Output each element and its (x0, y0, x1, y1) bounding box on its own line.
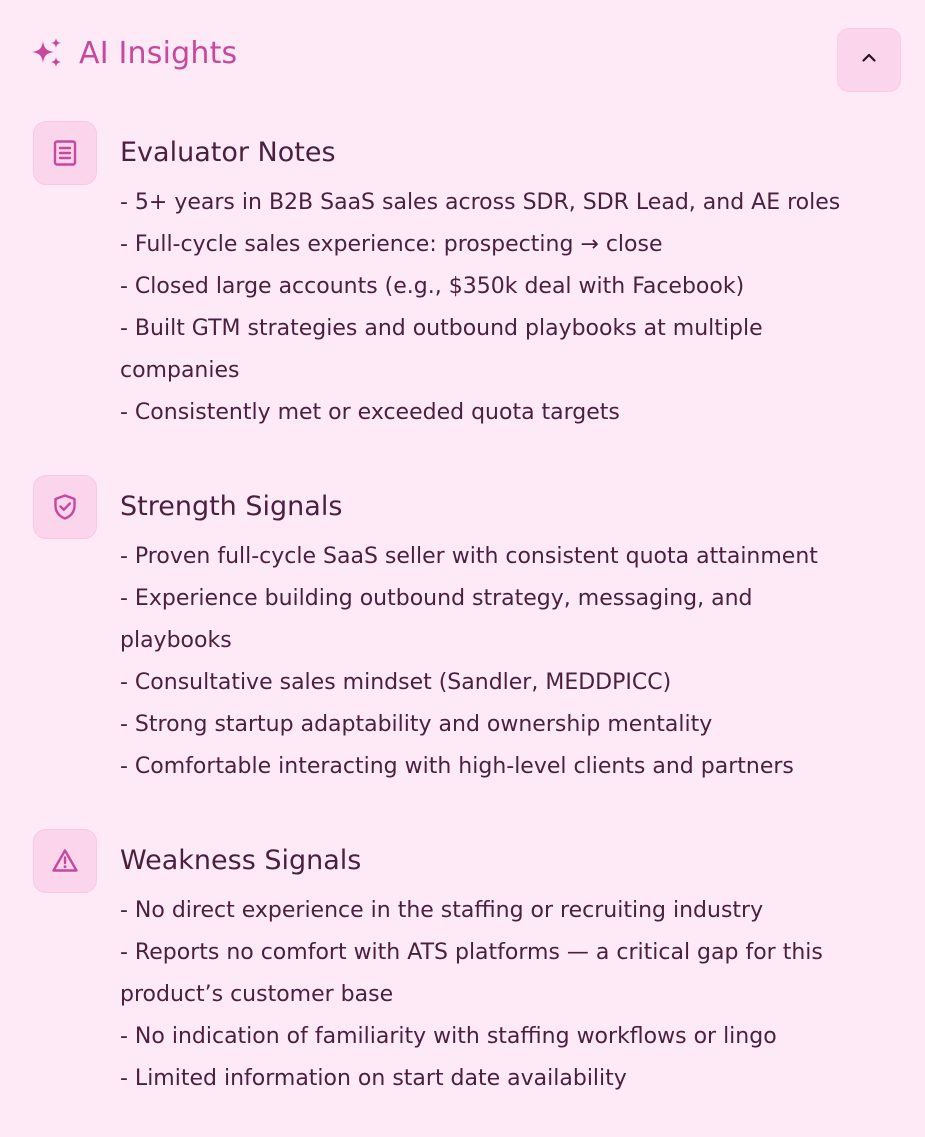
section-body (120, 182, 880, 434)
note-line: companies (120, 358, 240, 383)
signal-line: - Reports no comfort with ATS platforms — a critical gap for this (120, 940, 823, 965)
signal-line: - Proven full-cycle SaaS seller with consistent quota attainment (120, 544, 818, 569)
signal-line: product’s customer base (120, 982, 394, 1007)
signal-line: - Consultative sales mindset (Sandler, MEDDPICC) (120, 670, 672, 695)
note-line: - Closed large accounts (e.g., $350k deal with Facebook) (120, 274, 745, 299)
signal-line: playbooks (120, 628, 232, 653)
document-icon (33, 121, 97, 185)
panel-header (30, 28, 901, 92)
sparkle-icon (30, 37, 64, 71)
collapse-button[interactable] (837, 28, 901, 92)
warning-triangle-icon (33, 829, 97, 893)
section-weakness-signals (33, 829, 893, 1099)
shield-check-icon (33, 475, 97, 539)
note-line: - 5+ years in B2B SaaS sales across SDR, SDR Lead, and AE roles (120, 190, 841, 215)
signal-line: - No indication of familiarity with staffing workflows or lingo (120, 1024, 777, 1049)
section-evaluator-notes (33, 121, 893, 431)
header-title-group (30, 34, 237, 74)
panel-title: AI Insights (79, 36, 238, 71)
chevron-up-icon (859, 48, 879, 72)
section-title: Strength Signals (120, 491, 343, 522)
section-body (120, 890, 880, 1100)
section-body (120, 536, 880, 788)
section-title: Evaluator Notes (120, 137, 336, 168)
signal-line: - No direct experience in the staffing or recruiting industry (120, 898, 764, 923)
section-title: Weakness Signals (120, 845, 362, 876)
note-line: - Full-cycle sales experience: prospecting → close (120, 232, 663, 257)
signal-line: - Comfortable interacting with high-level clients and partners (120, 754, 794, 779)
note-line: - Consistently met or exceeded quota targets (120, 400, 620, 425)
signal-line: - Limited information on start date availability (120, 1066, 627, 1091)
note-line: - Built GTM strategies and outbound playbooks at multiple (120, 316, 763, 341)
signal-line: - Experience building outbound strategy, messaging, and (120, 586, 753, 611)
section-strength-signals (33, 475, 893, 785)
signal-line: - Strong startup adaptability and ownership mentality (120, 712, 713, 737)
